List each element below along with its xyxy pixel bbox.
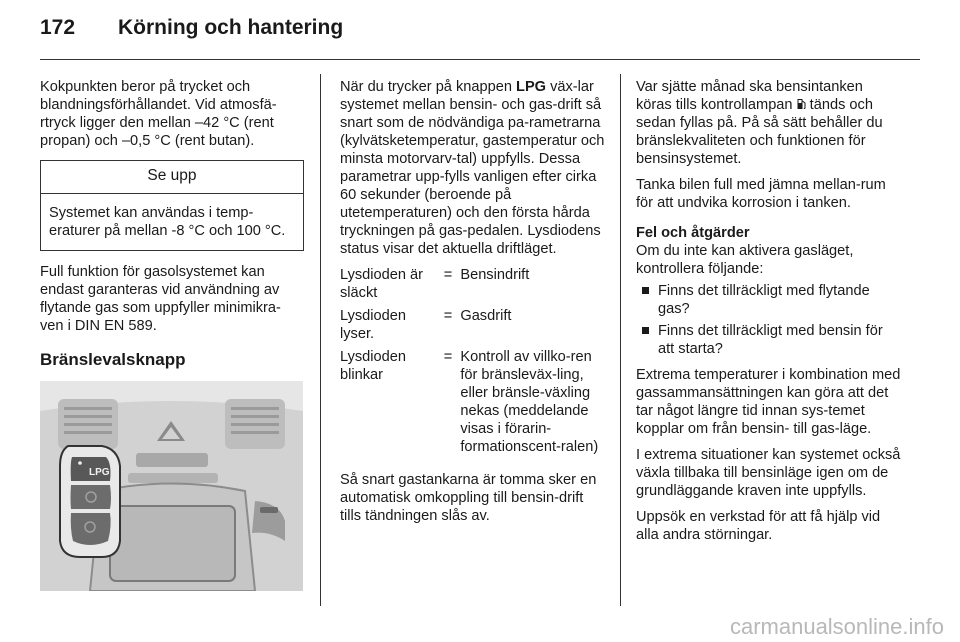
led-state-cell: Lysdioden är släckt	[340, 267, 424, 301]
led-status-table	[340, 266, 605, 461]
workshop-paragraph: Uppsök en verkstad för att få hjälp vid alla andra störningar.	[636, 509, 881, 543]
fuel-lamp-icon	[797, 98, 806, 110]
column-divider-2	[620, 74, 621, 606]
header-rule	[40, 59, 920, 60]
watermark: carmanualsonline.info	[729, 614, 944, 639]
page-title: Körning och hantering	[118, 16, 344, 39]
list-item: Finns det tillräckligt med bensin för att starta?	[636, 322, 902, 358]
column-divider-1	[320, 74, 321, 606]
lpg-button-label: LPG	[89, 467, 110, 478]
temperature-paragraph: Extrema temperaturer i kombination med gassammansättningen kan göra att det tar något längre tid innan sys-temet kopplar om från bensin- till gas-läge.	[636, 367, 901, 437]
bullet-icon	[642, 327, 649, 334]
lpg-keyword: LPG	[516, 79, 547, 95]
troubleshooting-intro: Om du inte kan aktivera gasläget, kontrollera följande:	[636, 243, 854, 277]
dashboard-photo	[40, 381, 303, 591]
table-row	[340, 266, 605, 307]
meaning-cell: Bensindrift	[460, 267, 530, 283]
equals-cell: =	[443, 308, 453, 324]
boiling-point-paragraph: Kokpunkten beror på trycket och blandningsförhållandet. Vid atmosfä-rtryck ligger den mellan –42 °C (rent propan) och –0,5 °C (rent butan).	[40, 79, 277, 149]
meaning-cell: Kontroll av villko-ren för bränsleväx-ling, eller bränsle-växling nekas (meddelande visas i förarin-formationscent-ralen)	[460, 349, 599, 455]
led-state-cell: Lysdioden lyser.	[340, 308, 406, 342]
table-row	[340, 348, 605, 461]
refuel-paragraph: Tanka bilen full med jämna mellan-rum för att undvika korrosion i tanken.	[636, 177, 886, 211]
equals-cell: =	[443, 267, 453, 283]
page-header	[40, 16, 920, 50]
page-number: 172	[40, 16, 76, 39]
section-heading: Bränslevalsknapp	[40, 350, 186, 369]
meaning-cell: Gasdrift	[460, 308, 512, 324]
lpg-standard-paragraph: Full funktion för gasolsystemet kan endast garanteras vid användning av flytande gas som uppfyller minimikra-ven i DIN EN 589.	[40, 264, 281, 334]
caution-title: Se upp	[41, 161, 303, 194]
lpg-switch-paragraph: När du trycker på knappen LPG väx-lar systemet mellan bensin- och gas-drift så snart som de nödvändiga pa-rametrarna (kylvätsketemperatur, gastemperatur och minsta motorvarv-tal) uppfylls. Dessa parametrar upp-fylls vanligen efter cirka 60 sekunder (beroende på utetemperaturen) och den första hårda tryckningen på gas-pedalen. Lysdiodens status visar det aktuella driftläget.	[340, 79, 605, 257]
list-item: Finns det tillräckligt med flytande gas?	[636, 282, 902, 318]
column-1	[40, 78, 304, 591]
column-3	[636, 78, 902, 552]
caution-body: Systemet kan användas i temp-eraturer på mellan -8 °C och 100 °C.	[49, 205, 286, 239]
caution-box	[40, 160, 304, 251]
bullet-icon	[642, 287, 649, 294]
table-row	[340, 307, 605, 348]
led-state-cell: Lysdioden blinkar	[340, 349, 406, 383]
column-2	[340, 78, 605, 533]
petrol-tank-paragraph: Var sjätte månad ska bensintanken köras tills kontrollampan tänds och sedan fyllas på. På så sätt behåller du bränslekvaliteten och funktionen för bensinsystemet.	[636, 79, 883, 167]
fallback-paragraph: I extrema situationer kan systemet också växla tillbaka till bensinläge igen om de grundläggande kraven inte uppfylls.	[636, 447, 901, 499]
auto-switch-paragraph: Så snart gastankarna är tomma sker en automatisk omkoppling till bensin-drift tills tändningen slås av.	[340, 472, 597, 524]
troubleshooting-heading: Fel och åtgärder	[636, 225, 750, 241]
equals-cell: =	[443, 349, 453, 365]
